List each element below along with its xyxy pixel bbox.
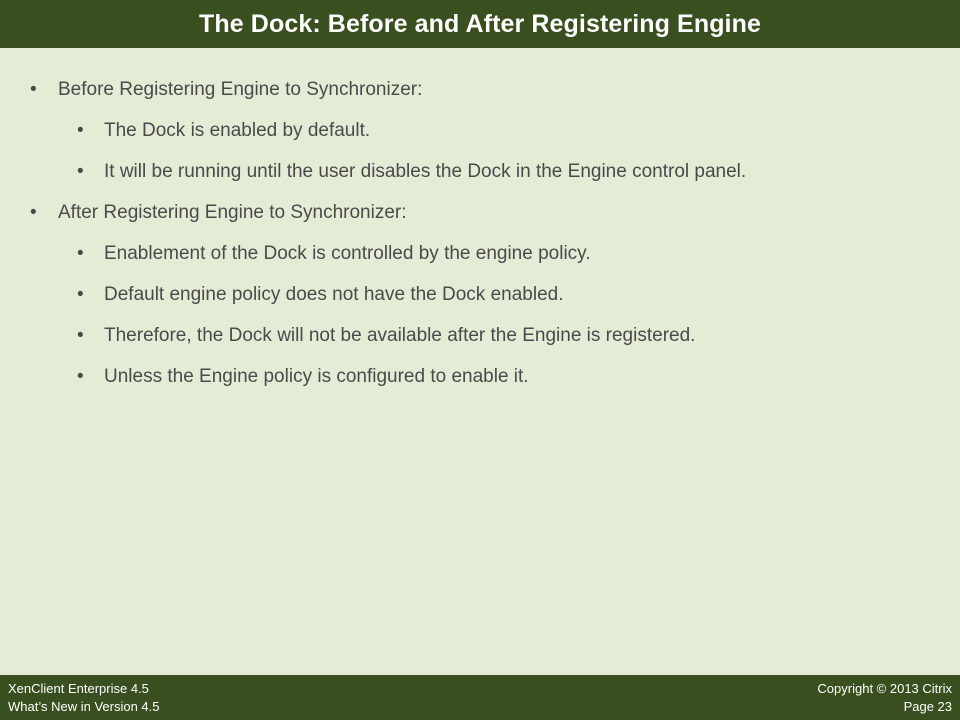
bullet-dot: • — [77, 284, 84, 305]
bullet-text: After Registering Engine to Synchronizer: — [58, 202, 407, 223]
slide-title: The Dock: Before and After Registering Engine — [199, 9, 761, 38]
bullet-dot: • — [77, 325, 84, 346]
footer-page-number: Page 23 — [903, 699, 952, 714]
slide-footer — [0, 675, 960, 720]
bullet-text: It will be running until the user disables the Dock in the Engine control panel. — [104, 161, 747, 182]
footer-right — [817, 680, 952, 716]
footer-subtitle: What’s New in Version 4.5 — [8, 699, 160, 714]
slide-title-bar — [0, 0, 960, 48]
bullet-text: Unless the Engine policy is configured to enable it. — [104, 366, 529, 387]
bullet-dot: • — [77, 243, 84, 264]
bullet-dot: • — [77, 161, 84, 182]
bullet-text: Enablement of the Dock is controlled by the engine policy. — [104, 243, 591, 264]
bullet-text: Default engine policy does not have the Dock enabled. — [104, 284, 564, 305]
bullet-dot: • — [30, 202, 37, 223]
footer-left — [8, 680, 160, 716]
bullet-dot: • — [30, 79, 37, 100]
footer-product: XenClient Enterprise 4.5 — [8, 681, 149, 696]
bullet-dot: • — [77, 120, 84, 141]
bullet-text: Therefore, the Dock will not be available after the Engine is registered. — [104, 325, 696, 346]
footer-copyright: Copyright © 2013 Citrix — [817, 681, 952, 696]
bullet-dot: • — [77, 366, 84, 387]
bullet-text: Before Registering Engine to Synchronizer: — [58, 79, 423, 100]
bullet-text: The Dock is enabled by default. — [104, 120, 371, 141]
